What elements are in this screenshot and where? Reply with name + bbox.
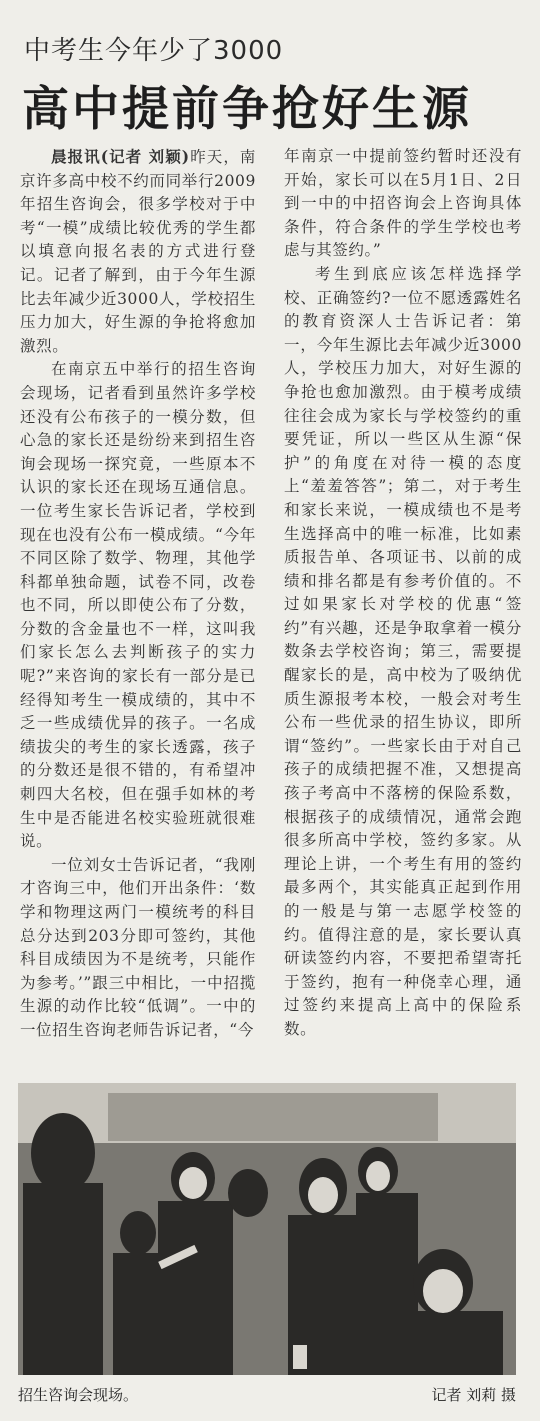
- article-byline: 晨报讯(记者 刘颖): [51, 147, 190, 166]
- article-subtitle: 中考生今年少了3000: [24, 36, 284, 66]
- photo-caption-row: [18, 1384, 516, 1405]
- photo-caption: 招生咨询会现场。: [18, 1386, 139, 1404]
- article-title: 高中提前争抢好生源: [22, 82, 472, 137]
- article-paragraph: 考生到底应该怎样选择学校、正确签约?一位不愿透露姓名的教育资深人士告诉记者：第一，今年生源比去年减少近3000人，学校压力加大，对好生源的争抢也愈加激烈。由于模考成绩往往会成为家长与学校签约的重要凭证，所以一些区从生源“保护”的角度在对待一模的态度上“羞羞答答”；第二，对于考生和家长来说，一模成绩也不是考生选择高中的唯一标准，比如素质报告单、各项证书、以前的成绩和排名都是有参考价值的。不过如果家长对学校的优惠“签约”有兴趣，还是争取拿着一模分数条去学校咨询；第三，需要提醒家长的是，高中校为了吸纳优质生源报考本校，一般会对考生公布一些优录的招生协议，即所谓“签约”。一些家长由于对自己孩子的成绩把握不准，又想提高孩子考高中不落榜的保险系数，根据孩子的成绩情况，通常会跑很多所高中学校，签约多家。从理论上讲，一个考生有用的签约最多两个，其实能真正起到作用的一般是与第一志愿学校签的约。值得注意的是，家长要认真研读签约内容，不要把希望寄托于签约，抱有一种侥幸心理，通过签约来提高上高中的保险系数。: [284, 264, 522, 1038]
- article-paragraph: 一位刘女士告诉记者，“我刚才咨询三中，他们开出条件：‘数学和物理这两门一模统考的科目总分达到203分即可签约，其他科目成绩因为不是统考，只能作为参考。’”跟三中相比，一中招揽生源的动作比较“低调”。一中的一位招生咨询老师告诉记者，“今: [20, 855, 256, 1039]
- article-column-1: [20, 145, 256, 1043]
- news-photo: [18, 1083, 516, 1375]
- article-paragraph: 晨报讯(记者 刘颖)昨天，南京许多高中校不约而同举行2009年招生咨询会，很多学校对于中考“一模”成绩比较优秀的学生都以填意向报名表的方式进行登记。记者了解到，由于今年生源比去年减少近3000人，学校招生压力加大，好生源的争抢将愈加激烈。: [20, 147, 256, 355]
- article-column-2: [284, 145, 522, 1042]
- photo-credit: 记者 刘莉 摄: [431, 1386, 516, 1404]
- crowd-photo-illustration: [18, 1083, 516, 1375]
- article-paragraph: 年南京一中提前签约暂时还没有开始，家长可以在5月1日、2日到一中的中招咨询会上咨询具体条件，符合条件的学生学校也考虑与其签约。”: [284, 147, 522, 260]
- article-paragraph: 在南京五中举行的招生咨询会现场，记者看到虽然许多学校还没有公布孩子的一模分数，但心急的家长还是纷纷来到招生咨询会现场一探究竟，一些原本不认识的家长还在现场互通信息。一位考生家长告诉记者，学校到现在也没有公布一模成绩。“今年不同区除了数学、物理，其他学科都单独命题，试卷不同，改卷也不同，所以即使公布了分数，分数的含金量也不一样，这叫我们家长怎么去判断孩子的实力呢?”来咨询的家长有一部分是已经得知考生一模成绩的，其中不乏一些成绩优异的孩子。一名成绩拔尖的考生的家长透露，孩子的分数还是很不错的，有希望冲刺四大名校，但在强手如林的考生中是否能进名校实验班就很难说。: [20, 360, 256, 851]
